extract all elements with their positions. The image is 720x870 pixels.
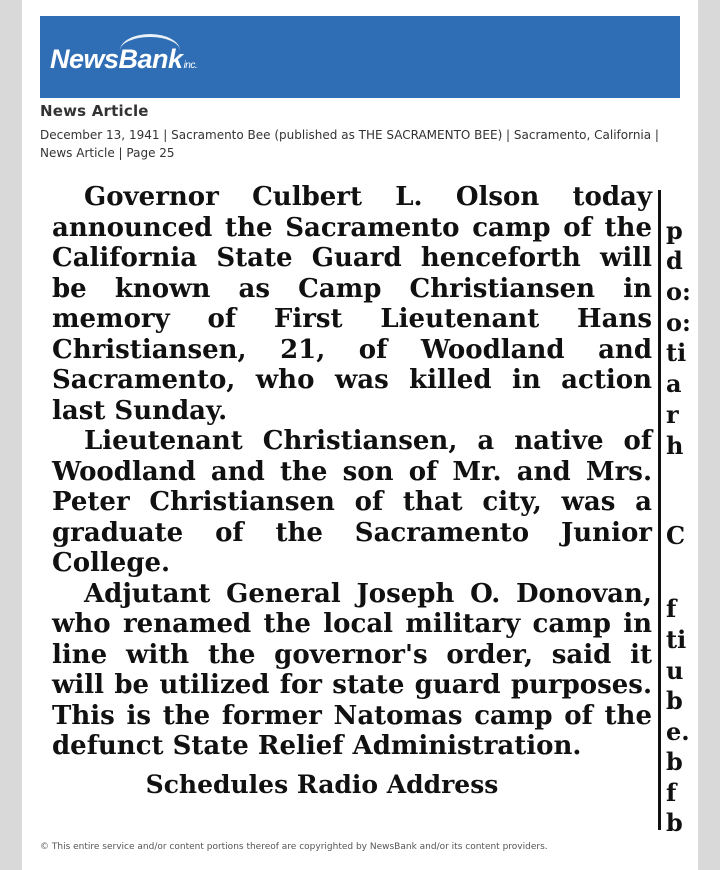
- adjacent-column-fragment: e.: [666, 717, 690, 746]
- adjacent-column-fragment: ti: [666, 625, 687, 654]
- clipping-subhead: Schedules Radio Address: [145, 769, 499, 799]
- logo-suffix: inc.: [183, 60, 198, 71]
- clipping-paragraph-3: Adjutant General Joseph O. Donovan, who renamed the local military camp in line with the governor's order, said it will be utilized for state guard purposes. This is the former Natomas camp of the defunct State Relief Administration.: [52, 578, 652, 761]
- adjacent-column-fragment: f: [666, 778, 677, 807]
- clipping-paragraph-1: Governor Culbert L. Olson today announced the Sacramento camp of the California State Guard henceforth will be known as Camp Christiansen in memory of First Lieutenant Hans Christiansen, 21, of Woodland and Sacramento, who was killed in action last Sunday.: [52, 182, 652, 426]
- adjacent-column-fragment: ti: [666, 338, 687, 367]
- column-rule: [658, 190, 661, 830]
- newsbank-banner: [40, 16, 680, 98]
- adjacent-column-fragment: r: [666, 400, 679, 429]
- adjacent-column-fragment: a: [666, 369, 682, 398]
- adjacent-column-fragment: h: [666, 431, 684, 460]
- adjacent-column-fragment: p: [666, 216, 683, 245]
- adjacent-column-fragment: d: [666, 246, 683, 275]
- copyright-footer: © This entire service and/or content portions thereof are copyrighted by NewsBank and/or its content providers.: [40, 842, 548, 852]
- adjacent-column-fragment: b: [666, 686, 683, 715]
- adjacent-column-fragment: C: [666, 521, 686, 550]
- adjacent-column-fragment: b: [666, 747, 683, 776]
- adjacent-column-fragment: f: [666, 594, 677, 623]
- article-type-label: News Article: [40, 102, 149, 120]
- article-page: [22, 0, 698, 870]
- newspaper-clipping: [40, 176, 691, 837]
- article-metadata: December 13, 1941 | Sacramento Bee (published as THE SACRAMENTO BEE) | Sacramento, California | News Article | Page 25: [40, 128, 659, 160]
- adjacent-column-fragment: o:: [666, 277, 691, 306]
- clipping-paragraph-2: Lieutenant Christiansen, a native of Woodland and the son of Mr. and Mrs. Peter Christiansen of that city, was a graduate of the Sacramento Junior College.: [52, 426, 652, 578]
- adjacent-column-fragment: o:: [666, 308, 691, 337]
- adjacent-column-fragment: u: [666, 656, 684, 685]
- adjacent-column-fragment: b: [666, 808, 683, 837]
- logo-name: NewsBank: [50, 44, 183, 74]
- logo-swoosh-icon: [120, 34, 180, 67]
- clipping-body: [52, 182, 652, 800]
